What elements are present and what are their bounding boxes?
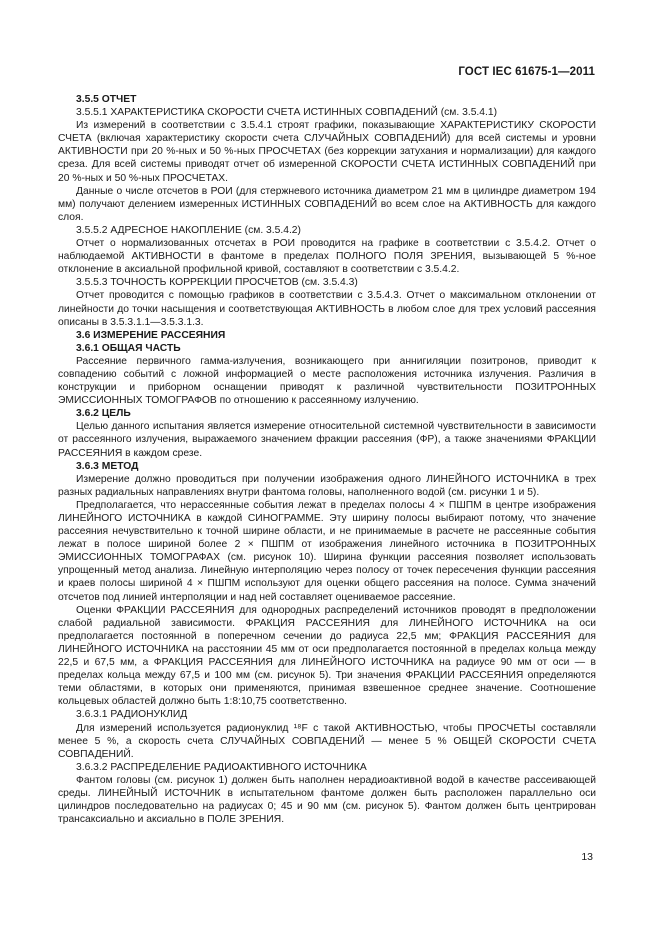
body-paragraph: Фантом головы (см. рисунок 1) должен быть наполнен нерадиоактивной водой в качестве рассеивающей среды. ЛИНЕЙНЫЙ ИСТОЧНИК в испытательном фантоме должен быть расположен параллельно оси цилиндров последовательно на радиусах 0; 45 и 90 мм (см. рисунок 5). Фантом должен быть центрирован трансаксиально и аксиально в ПОЛЕ ЗРЕНИЯ. <box>58 774 596 826</box>
page-number: 13 <box>581 851 593 863</box>
subsection-heading: 3.5.5.3 ТОЧНОСТЬ КОРРЕКЦИИ ПРОСЧЕТОВ (см. 3.5.4.3) <box>76 277 358 289</box>
section-heading: 3.5.5 ОТЧЕТ <box>76 94 137 105</box>
section-heading: 3.6.2 ЦЕЛЬ <box>76 408 131 420</box>
body-paragraph: Отчет проводится с помощью графиков в соответствии с 3.5.4.3. Отчет о максимальном отклонении от линейности до точки насыщения и соответствующая АКТИВНОСТЬ в любом слое для трех условий рассеяния описаны в 3.5.3.1.1—3.5.3.1.3. <box>58 290 596 328</box>
subsection-heading: 3.5.5.2 АДРЕСНОЕ НАКОПЛЕНИЕ (см. 3.5.4.2) <box>76 224 301 236</box>
body-paragraph: Предполагается, что нерассеянные события лежат в пределах полосы 4 × ПШПМ в центре изображения ЛИНЕЙНОГО ИСТОЧНИКА в каждой СИНОГРАММЕ. Эту ширину полосы выбирают потому, что значение рассеяния нечувствительно к точной ширине области, и не принимаемые в расчете не рассеянные события лежат в полосе шириной более 2 × ПШПМ от изображения линейного источника в ПОЗИТРОННЫХ ЭМИССИОННЫХ ТОМОГРАФАХ (см. рисунок 10). Ширина функции рассеяния позволяет использовать упрощенный метод анализа. Линейную интерполяцию через полосу от точек пересечения функции рассеяния и краев полосы шириной 4 × ПШПМ используют для оценки общего рассеяния на полосе. Сумма значений отсчетов под линией интерполяции и над ней составляет оцениваемое рассеяние. <box>58 499 596 603</box>
document-body <box>58 93 596 826</box>
section-heading: 3.6.1 ОБЩАЯ ЧАСТЬ <box>76 342 181 354</box>
body-paragraph: Для измерений используется радионуклид ¹⁸F с такой АКТИВНОСТЬЮ, чтобы ПРОСЧЕТЫ составляли менее 5 %, а скорость счета СЛУЧАЙНЫХ СОВПАДЕНИЙ — менее 5 % ОБЩЕЙ СКОРОСТИ СЧЕТА СОВПАДЕНИЙ. <box>58 722 596 760</box>
section-heading: 3.6 ИЗМЕРЕНИЕ РАССЕЯНИЯ <box>76 329 226 341</box>
body-paragraph: Отчет о нормализованных отсчетах в РОИ проводится на графике в соответствии с 3.5.4.2. Отчет о наблюдаемой АКТИВНОСТИ в фантоме в пределах ПОЛНОГО ПОЛЯ ЗРЕНИЯ, вызывающей 5 %-ное отклонение в аксиальной профильной кривой, составляют в соответствии с 3.5.4.2. <box>58 238 596 276</box>
body-paragraph: Данные о числе отсчетов в РОИ (для стержневого источника диаметром 21 мм в цилиндре диаметром 194 мм) получают делением измеренных ИСТИННЫХ СОВПАДЕНИЙ во всем слое на АКТИВНОСТЬ для каждого слоя. <box>58 185 596 223</box>
body-paragraph: Измерение должно проводиться при получении изображения одного ЛИНЕЙНОГО ИСТОЧНИКА в трех разных радиальных направлениях внутри фантома головы, наполненного водой (см. рисунки 1 и 5). <box>58 473 596 498</box>
subsection-heading: 3.6.3.2 РАСПРЕДЕЛЕНИЕ РАДИОАКТИВНОГО ИСТОЧНИКА <box>76 761 367 773</box>
body-paragraph: Оценки ФРАКЦИИ РАССЕЯНИЯ для однородных распределений источников проводят в предположении слабой радиальной зависимости. ФРАКЦИЯ РАССЕЯНИЯ для ЛИНЕЙНОГО ИСТОЧНИКА на оси предполагается постоянной в поперечном сечении до радиуса 22,5 мм; ФРАКЦИЯ РАССЕЯНИЯ для ЛИНЕЙНОГО ИСТОЧНИКА на расстоянии 45 мм от оси предполагается постоянной в пределах кольца между 22,5 и 67,5 мм, а ФРАКЦИЯ РАССЕЯНИЯ для ЛИНЕЙНОГО ИСТОЧНИКА на радиусе 90 мм от оси — в пределах кольца между 67,5 и 100 мм (см. рисунок 5). Три значения ФРАКЦИИ РАССЕЯНИЯ определяются теми областями, в которых они применяются, принимая взвешенное среднее значение. Соотношение кольцевых областей должно быть 1:8:10,75 соответственно. <box>58 604 596 708</box>
section-heading: 3.6.3 МЕТОД <box>76 460 139 472</box>
body-paragraph: Рассеяние первичного гамма-излучения, возникающего при аннигиляции позитронов, приводит к совпадению событий с ложной информацией о месте расположения источника излучения. Различия в конструкции и приборном оснащении приводят к различной чувствительности ПОЗИТРОННЫХ ЭМИССИОННЫХ ТОМОГРАФОВ по отношению к рассеянному излучению. <box>58 355 596 407</box>
subsection-heading: 3.6.3.1 РАДИОНУКЛИД <box>76 709 188 721</box>
subsection-heading: 3.5.5.1 ХАРАКТЕРИСТИКА СКОРОСТИ СЧЕТА ИСТИННЫХ СОВПАДЕНИЙ (см. 3.5.4.1) <box>76 107 498 119</box>
document-standard-id: ГОСТ IEC 61675-1—2011 <box>458 66 595 78</box>
body-paragraph: Из измерений в соответствии с 3.5.4.1 строят графики, показывающие ХАРАКТЕРИСТИКУ СКОРОСТИ СЧЕТА (включая характеристику скорости счета СЛУЧАЙНЫХ СОВПАДЕНИЙ) для всей системы и уровни АКТИВНОСТИ при 20 %-ных и 50 %-ных ПРОСЧЕТАХ (без коррекции затухания и нормализации) для каждого среза. Для всей системы приводят отчет об измеренной СКОРОСТИ СЧЕТА ИСТИННЫХ СОВПАДЕНИЙ при 20 %-ных и 50 %-ных ПРОСЧЕТАХ. <box>58 120 596 184</box>
body-paragraph: Целью данного испытания является измерение относительной системной чувствительности в зависимости от рассеянного излучения, выражаемого значением фракции рассеяния (ФР), а также значениями ФРАКЦИИ РАССЕЯНИЯ в каждом срезе. <box>58 421 596 459</box>
